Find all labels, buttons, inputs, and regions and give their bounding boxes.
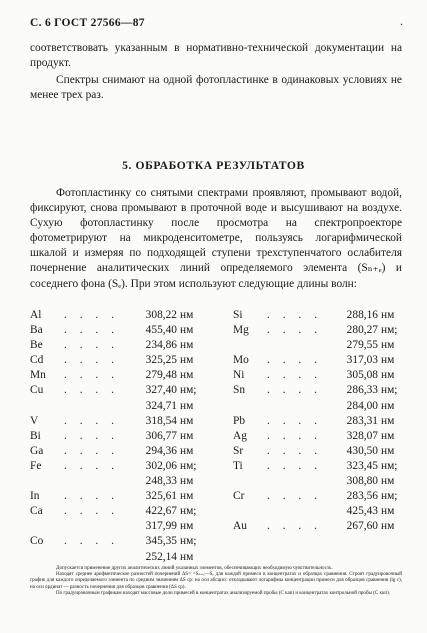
element-symbol: Al <box>30 309 42 321</box>
wavelength-row <box>30 550 225 565</box>
leader-dots: . . . . <box>267 324 322 337</box>
wavelength-value: 327,40 <box>145 384 177 397</box>
leader-dots: . . . . <box>267 459 322 472</box>
leader-dots: . . . . <box>267 354 322 367</box>
wavelength-value: 328,07 <box>346 429 378 442</box>
leader-dots: . . . . <box>64 369 119 382</box>
leader-dots: . . . . <box>64 309 119 321</box>
closing-paragraph-1: Допускается применение других аналитических линий указанных элементов, обеспечивающих необходимую чувствительность. <box>56 565 333 571</box>
wavelength-row <box>233 504 408 519</box>
leader-dots: . . . . <box>64 459 119 472</box>
leader-dots: . . . . <box>64 354 119 367</box>
leader-dots: . . . . <box>267 444 322 457</box>
element-symbol: Cu <box>30 384 44 397</box>
wavelength-value: 288,16 <box>346 309 378 321</box>
wavelength-value: 345,35 <box>145 535 177 548</box>
wavelength-unit: нм <box>180 444 194 457</box>
wavelength-row <box>233 308 408 323</box>
element-symbol: Co <box>30 535 44 548</box>
wavelength-value: 308,22 <box>145 309 177 321</box>
wavelength-row <box>30 489 225 504</box>
wavelength-unit: нм; <box>180 459 197 472</box>
element-symbol: Au <box>233 520 247 533</box>
wavelength-value: 455,40 <box>145 324 177 337</box>
wavelength-value: 234,86 <box>145 339 177 352</box>
wavelength-value: 305,08 <box>346 369 378 382</box>
wavelength-unit: нм <box>381 354 395 367</box>
wavelength-value: 422,67 <box>145 505 177 518</box>
leader-dots: . . . . <box>64 490 119 503</box>
wavelength-value: 279,55 <box>346 339 378 352</box>
wavelength-row <box>30 338 225 353</box>
wavelength-row <box>30 399 225 414</box>
leader-dots: . . . . <box>267 309 322 321</box>
closing-paragraph-2: Находят среднее арифметическое разностей почернений ΔS= =Sₙ₊ₑ—Sₑ для каждой примеси в концентратах и образцах сравнения. Строят градуировочный график для каждого определяемого элемента по средним значениям ΔS ср: на оси абсцисс откладывают логарифмы концентрации примеси для образцов сравнения (lg c), на оси ординат — разность почернения для образцов сравнения (ΔS ср). <box>30 571 402 590</box>
element-symbol: Ni <box>233 369 245 382</box>
wavelength-row <box>30 534 225 549</box>
wavelength-row <box>233 519 408 534</box>
element-symbol: Ti <box>233 459 243 472</box>
element-symbol: Sn <box>233 384 246 397</box>
wavelength-unit: нм <box>381 505 395 518</box>
wavelength-unit: нм <box>180 520 194 533</box>
leader-dots: . . . . <box>267 384 322 397</box>
intro-paragraph-2: Спектры снимают на одной фотопластинке в одинаковых условиях не менее трех раз. <box>30 74 402 102</box>
wavelength-unit: нм <box>180 309 194 321</box>
wavelength-row <box>30 353 225 368</box>
wavelength-value: 280,27 <box>346 324 378 337</box>
wavelength-unit: нм <box>180 399 194 412</box>
wavelength-row <box>233 459 408 474</box>
wavelength-unit: нм; <box>381 490 398 503</box>
wavelength-unit: нм <box>381 414 395 427</box>
leader-dots: . . . . <box>267 490 322 503</box>
wavelength-row <box>30 383 225 398</box>
wavelength-value: 308,80 <box>346 475 378 488</box>
leader-dots: . . . . <box>267 369 322 382</box>
wavelength-row <box>30 444 225 459</box>
wavelength-value: 325,25 <box>145 354 177 367</box>
wavelength-row <box>233 489 408 504</box>
leader-dots: . . . . <box>64 444 119 457</box>
wavelength-list-right <box>233 308 408 534</box>
wavelength-row <box>233 383 408 398</box>
leader-dots: . . . . <box>64 339 119 352</box>
page-header: С. 6 ГОСТ 27566—87 <box>30 17 145 29</box>
wavelength-value: 267,60 <box>346 520 378 533</box>
wavelength-value: 317,99 <box>145 520 177 533</box>
processing-paragraph: Фотопластинку со снятыми спектрами проявляют, промывают водой, фиксируют, снова промывают в проточной воде и высушивают на воздухе. Сухую фотопластинку после просмотра на спектропроекторе фотометрируют на микроденситометре, пользуясь логарифмической шкалой и измеряя по подходящей ступени трехступенчатого ослабителя почернение аналитических линий определяемого элемента (Sₙ₊ₑ) и соседнего фона (Sₑ). При этом используют следующие длины волн: <box>30 187 402 290</box>
wavelength-row <box>233 414 408 429</box>
page-header-mark: . <box>400 14 403 28</box>
wavelength-value: 425,43 <box>346 505 378 518</box>
wavelength-unit: нм; <box>381 459 398 472</box>
wavelength-value: 284,00 <box>346 399 378 412</box>
element-symbol: Cr <box>233 490 245 503</box>
wavelength-row <box>30 474 225 489</box>
wavelength-value: 252,14 <box>145 550 177 563</box>
wavelength-unit: нм <box>180 339 194 352</box>
wavelength-value: 294,36 <box>145 444 177 457</box>
wavelength-unit: нм <box>381 475 395 488</box>
leader-dots: . . . . <box>64 535 119 548</box>
wavelength-value: 325,61 <box>145 490 177 503</box>
wavelength-row <box>30 323 225 338</box>
element-symbol: Bi <box>30 429 41 442</box>
wavelength-row <box>233 474 408 489</box>
wavelength-value: 302,06 <box>145 459 177 472</box>
wavelength-value: 318,54 <box>145 414 177 427</box>
element-symbol: Ga <box>30 444 44 457</box>
wavelength-row <box>30 519 225 534</box>
wavelength-unit: нм; <box>381 384 398 397</box>
wavelength-value: 279,48 <box>145 369 177 382</box>
wavelength-row <box>233 338 408 353</box>
element-symbol: Sr <box>233 444 244 457</box>
leader-dots: . . . . <box>64 414 119 427</box>
section-title: 5. ОБРАБОТКА РЕЗУЛЬТАТОВ <box>122 159 305 172</box>
element-symbol: Pb <box>233 414 246 427</box>
leader-dots: . . . . <box>267 414 322 427</box>
wavelength-unit: нм <box>381 369 395 382</box>
element-symbol: Cd <box>30 354 44 367</box>
wavelength-value: 286,33 <box>346 384 378 397</box>
wavelength-value: 323,45 <box>346 459 378 472</box>
wavelength-unit: нм <box>381 444 395 457</box>
element-symbol: Be <box>30 339 43 352</box>
wavelength-row <box>30 368 225 383</box>
wavelength-unit: нм <box>180 429 194 442</box>
element-symbol: In <box>30 490 40 503</box>
element-symbol: Si <box>233 309 243 321</box>
wavelength-unit: нм <box>381 309 395 321</box>
wavelength-value: 324,71 <box>145 399 177 412</box>
element-symbol: Ca <box>30 505 43 518</box>
wavelength-row <box>233 429 408 444</box>
wavelength-unit: нм; <box>180 384 197 397</box>
wavelength-unit: нм <box>381 399 395 412</box>
leader-dots: . . . . <box>267 429 322 442</box>
leader-dots: . . . . <box>64 505 119 518</box>
element-symbol: Fe <box>30 459 42 472</box>
wavelength-row <box>30 429 225 444</box>
element-symbol: Ba <box>30 324 43 337</box>
wavelength-unit: нм <box>180 369 194 382</box>
wavelength-unit: нм <box>180 354 194 367</box>
wavelength-unit: нм; <box>180 505 197 518</box>
wavelength-value: 248,33 <box>145 475 177 488</box>
wavelength-value: 430,50 <box>346 444 378 457</box>
element-symbol: Mo <box>233 354 249 367</box>
wavelength-unit: нм <box>180 550 194 563</box>
wavelength-unit: нм; <box>381 324 398 337</box>
wavelength-unit: нм <box>381 339 395 352</box>
element-symbol: V <box>30 414 39 427</box>
wavelength-value: 283,56 <box>346 490 378 503</box>
element-symbol: Mn <box>30 369 46 382</box>
wavelength-unit: нм <box>180 475 194 488</box>
leader-dots: . . . . <box>267 520 322 533</box>
wavelength-value: 283,31 <box>346 414 378 427</box>
wavelength-row <box>30 459 225 474</box>
wavelength-unit: нм <box>180 490 194 503</box>
wavelength-row <box>233 399 408 414</box>
closing-paragraph-3: По градуировочным графикам находят массовые доли примесей в концентратах анализируемой пробы (С кап) и концентратах контрольной пробы (С ккп). <box>56 590 391 596</box>
wavelength-row <box>233 353 408 368</box>
wavelength-unit: нм <box>180 324 194 337</box>
wavelength-row <box>30 308 225 323</box>
wavelength-list-left <box>30 308 225 565</box>
wavelength-row <box>30 504 225 519</box>
wavelength-unit: нм <box>381 520 395 533</box>
intro-paragraph-1: соответствовать указанным в нормативно-технической документации на продукт. <box>30 42 402 70</box>
leader-dots: . . . . <box>64 324 119 337</box>
element-symbol: Mg <box>233 324 249 337</box>
wavelength-unit: нм <box>180 414 194 427</box>
wavelength-value: 317,03 <box>346 354 378 367</box>
wavelength-unit: нм; <box>180 535 197 548</box>
leader-dots: . . . . <box>64 429 119 442</box>
wavelength-row <box>233 368 408 383</box>
leader-dots: . . . . <box>64 384 119 397</box>
wavelength-row <box>233 323 408 338</box>
wavelength-value: 306,77 <box>145 429 177 442</box>
wavelength-row <box>30 414 225 429</box>
wavelength-row <box>233 444 408 459</box>
element-symbol: Ag <box>233 429 247 442</box>
wavelength-unit: нм <box>381 429 395 442</box>
